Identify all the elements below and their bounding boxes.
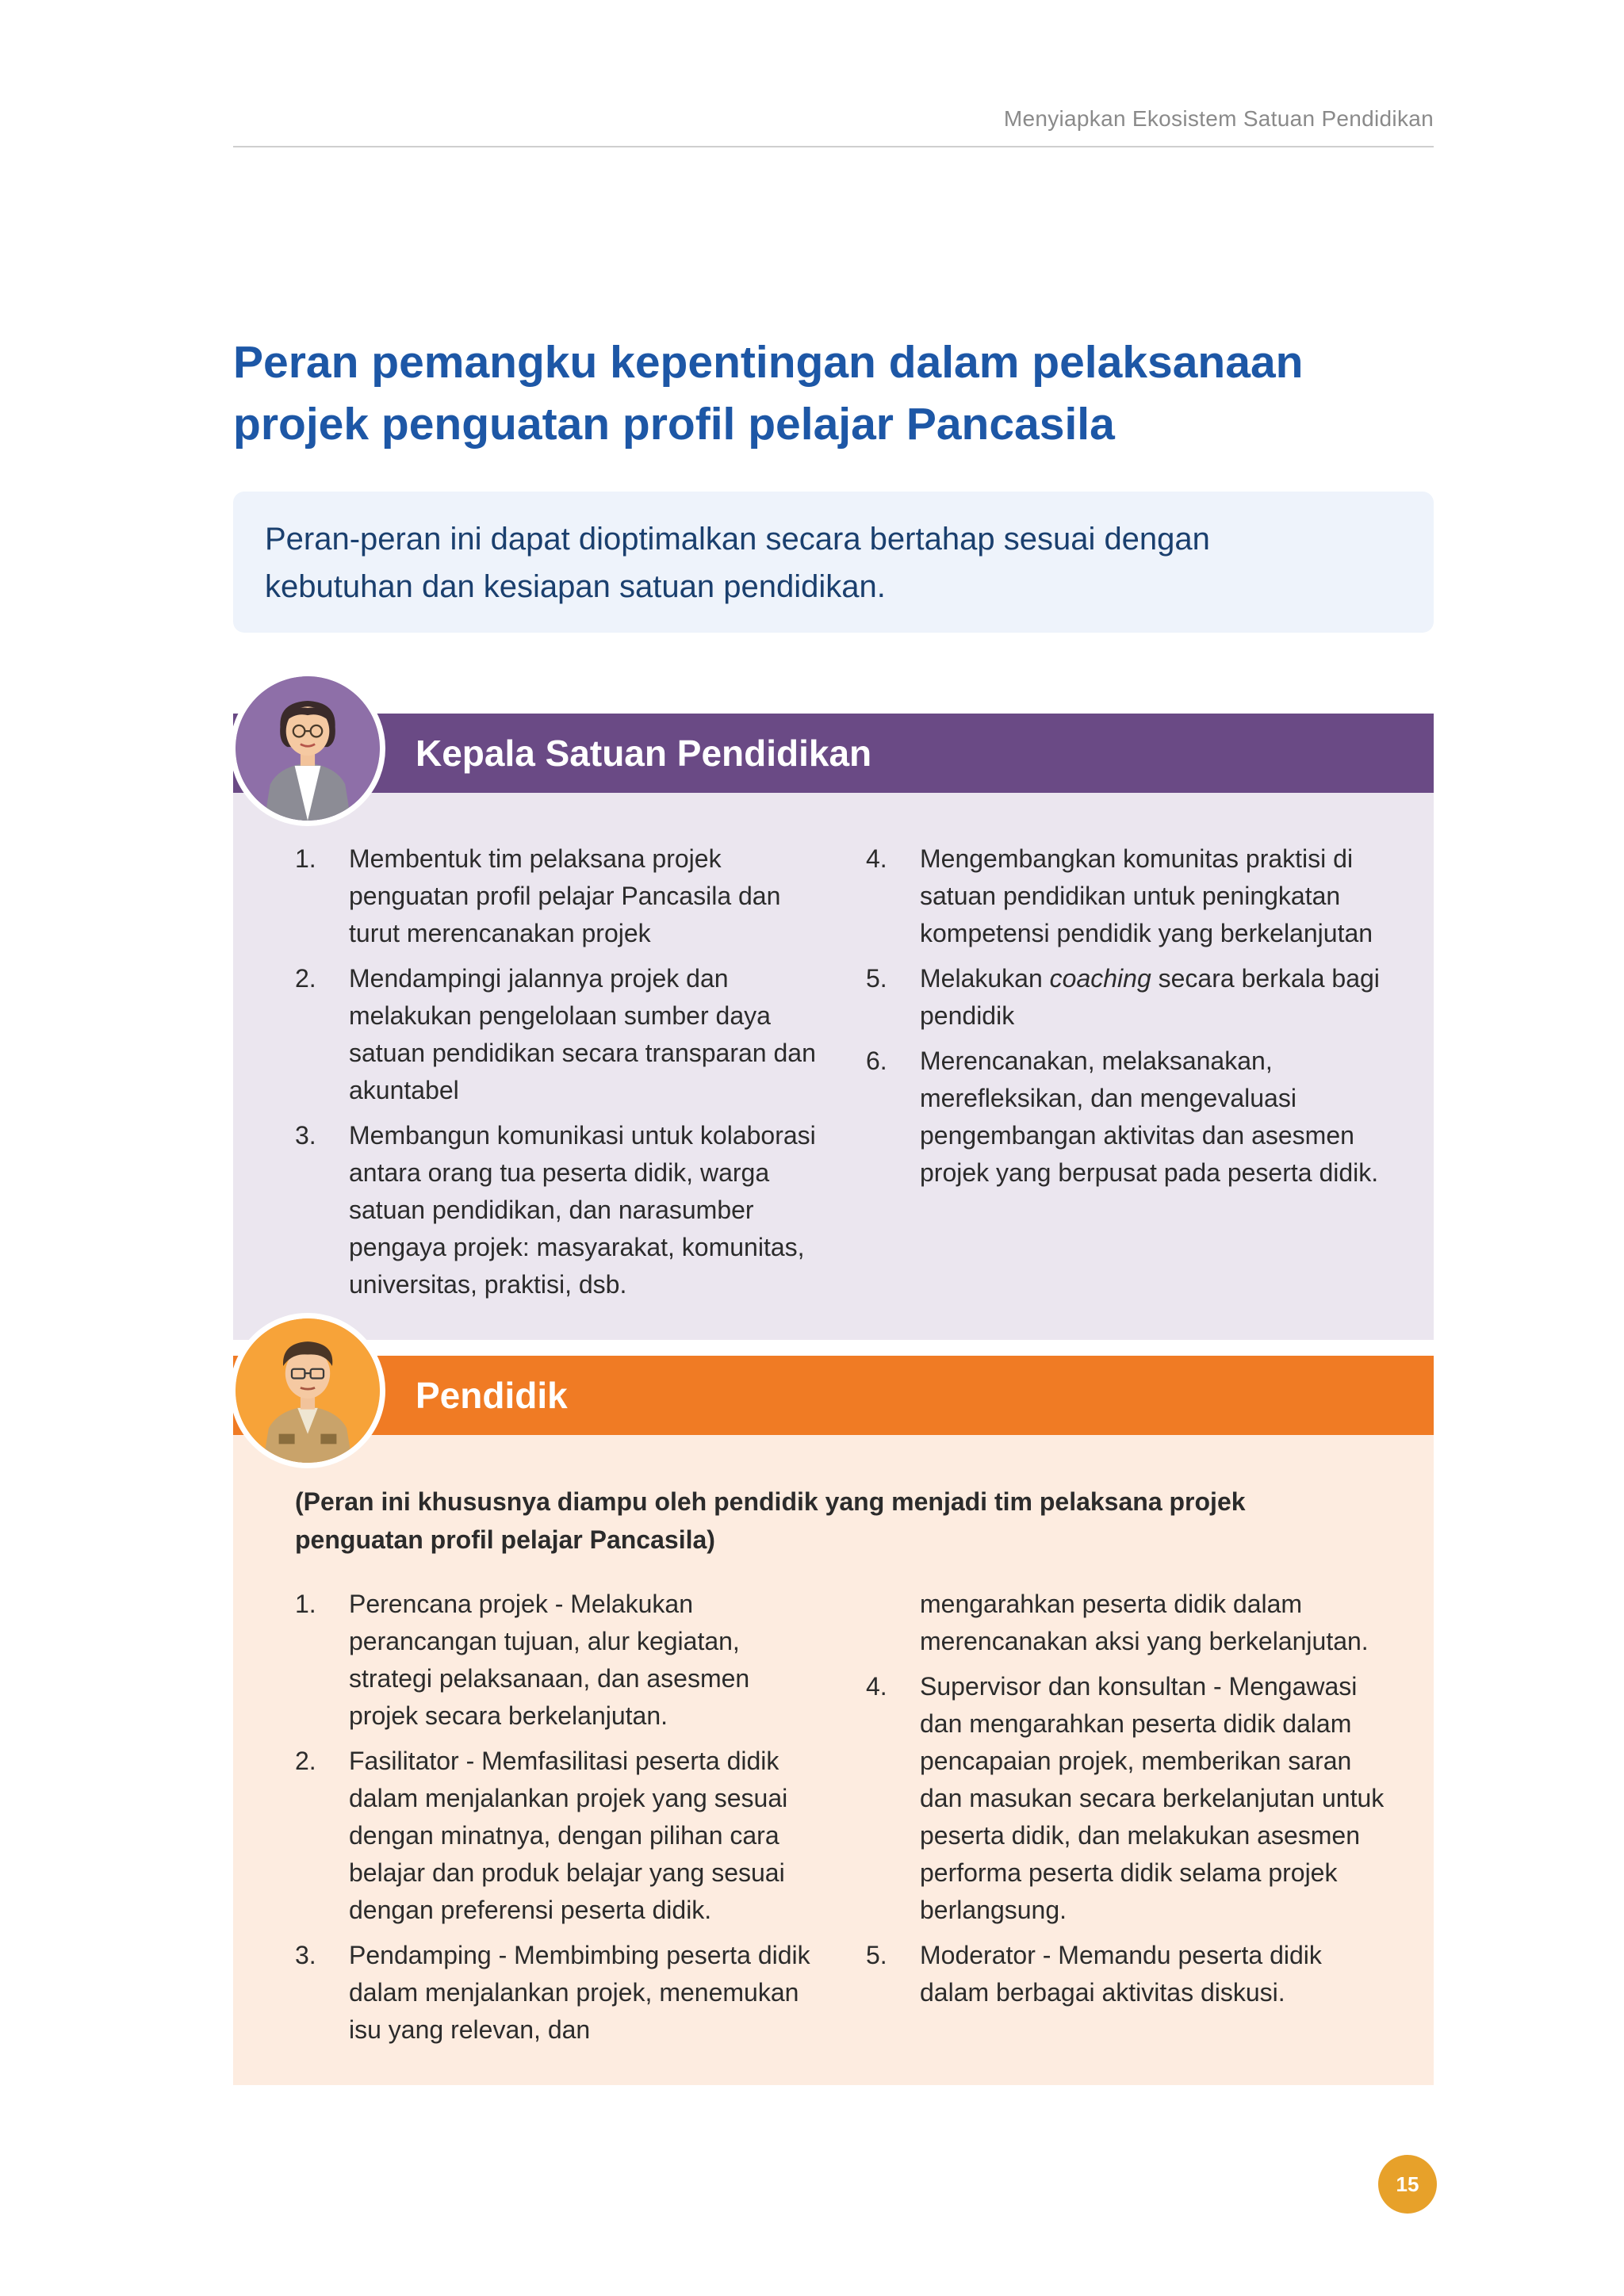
list-item-number: 2. [295, 964, 316, 993]
list-item-number: 5. [866, 1941, 887, 1969]
pendidik-note [295, 1483, 1326, 1559]
list-item-text: Supervisor dan konsultan - Mengawasi dan mengarahkan peserta didik dalam pencapaian projek, memberikan saran dan masukan secara berkelanjutan untuk peserta didik, dan melakukan asesmen performa peserta didik selama projek berlangsung. [920, 1672, 1385, 1924]
list-item [295, 1117, 818, 1303]
page-number-badge: 15 [1378, 2155, 1437, 2214]
list-item-number: 4. [866, 1672, 887, 1701]
kepala-list-left [295, 840, 818, 1311]
header-rule [233, 146, 1434, 147]
list-item-number: 3. [295, 1941, 316, 1969]
kepala-section [233, 674, 1434, 1340]
list-item-text: Membentuk tim pelaksana projek penguatan profil pelajar Pancasila dan turut merencanakan projek [349, 844, 781, 947]
list-item-text: Perencana projek - Melakukan perancangan tujuan, alur kegiatan, strategi pelaksanaan, dan asesmen projek secara berkelanjutan. [349, 1590, 750, 1730]
list-item [295, 1743, 818, 1929]
teacher-avatar-icon [230, 1313, 385, 1468]
list-item [295, 1586, 818, 1735]
intro-line-2: kebutuhan dan kesiapan satuan pendidikan. [265, 569, 886, 604]
page-title [233, 331, 1434, 455]
pendidik-note-line-1: (Peran ini khususnya diampu oleh pendidik yang menjadi tim pelaksana projek [295, 1487, 1246, 1516]
list-item-number: 6. [866, 1047, 887, 1075]
list-item-number: 4. [866, 844, 887, 873]
pendidik-list-right [866, 1586, 1389, 2019]
principal-avatar-icon [230, 671, 385, 826]
list-item-text: Merencanakan, melaksanakan, merefleksikan, dan mengevaluasi pengembangan aktivitas dan asesmen projek yang berpusat pada peserta didik. [920, 1047, 1379, 1187]
list-item-continuation: mengarahkan peserta didik dalam merencanakan aksi yang berkelanjutan. [920, 1590, 1369, 1655]
intro-line-1: Peran-peran ini dapat dioptimalkan secara bertahap sesuai dengan [265, 522, 1210, 557]
list-item-text: Fasilitator - Memfasilitasi peserta didik dalam menjalankan projek yang sesuai dengan minatnya, dengan pilihan cara belajar dan produk belajar yang sesuai dengan preferensi peserta didik. [349, 1747, 788, 1924]
list-item [866, 1668, 1389, 1929]
list-item-text-italic: coaching [1049, 964, 1151, 993]
list-item-text: Mengembangkan komunitas praktisi di satuan pendidikan untuk peningkatan kompetensi pendidik yang berkelanjutan [920, 844, 1373, 947]
list-item-text: Pendamping - Membimbing peserta didik dalam menjalankan projek, menemukan isu yang relevan, dan [349, 1941, 810, 2044]
list-item [866, 840, 1389, 952]
list-item-number: 1. [295, 1590, 316, 1618]
list-item-number: 5. [866, 964, 887, 993]
list-item-text [920, 960, 1389, 1035]
list-item-text: Mendampingi jalannya projek dan melakukan pengelolaan sumber daya satuan pendidikan secara transparan dan akuntabel [349, 964, 816, 1104]
intro-text [265, 515, 1402, 610]
list-item-number: 1. [295, 844, 316, 873]
pendidik-list-left [295, 1586, 818, 2057]
pendidik-section-banner [233, 1356, 1434, 1435]
list-item-number: 2. [295, 1747, 316, 1775]
list-item [866, 1043, 1389, 1192]
kepala-section-title: Kepala Satuan Pendidikan [416, 733, 872, 774]
page-title-line-2: projek penguatan profil pelajar Pancasila [233, 399, 1115, 450]
list-item [866, 960, 1389, 1035]
list-item [295, 840, 818, 952]
list-item-text: Membangun komunikasi untuk kolaborasi antara orang tua peserta didik, warga satuan pendidikan, dan narasumber pengaya projek: masyarakat, komunitas, universitas, praktisi, dsb. [349, 1121, 816, 1299]
page-title-line-1: Peran pemangku kepentingan dalam pelaksanaan [233, 337, 1304, 388]
list-item-number: 3. [295, 1121, 316, 1150]
running-header: Menyiapkan Ekosistem Satuan Pendidikan [1003, 106, 1434, 131]
pendidik-section [233, 1316, 1434, 2085]
intro-box [233, 492, 1434, 633]
list-item [295, 960, 818, 1109]
list-item [866, 1937, 1389, 2011]
kepala-section-banner [233, 714, 1434, 793]
pendidik-note-line-2: penguatan profil pelajar Pancasila) [295, 1525, 715, 1554]
pendidik-section-title: Pendidik [416, 1375, 568, 1416]
kepala-list-right [866, 840, 1389, 1200]
list-item-text-after: secara berkala bagi pendidik [920, 964, 1380, 1030]
list-item [295, 1937, 818, 2049]
list-item-text: Moderator - Memandu peserta didik dalam berbagai aktivitas diskusi. [920, 1941, 1322, 2007]
list-item-text-before: Melakukan [920, 964, 1050, 993]
